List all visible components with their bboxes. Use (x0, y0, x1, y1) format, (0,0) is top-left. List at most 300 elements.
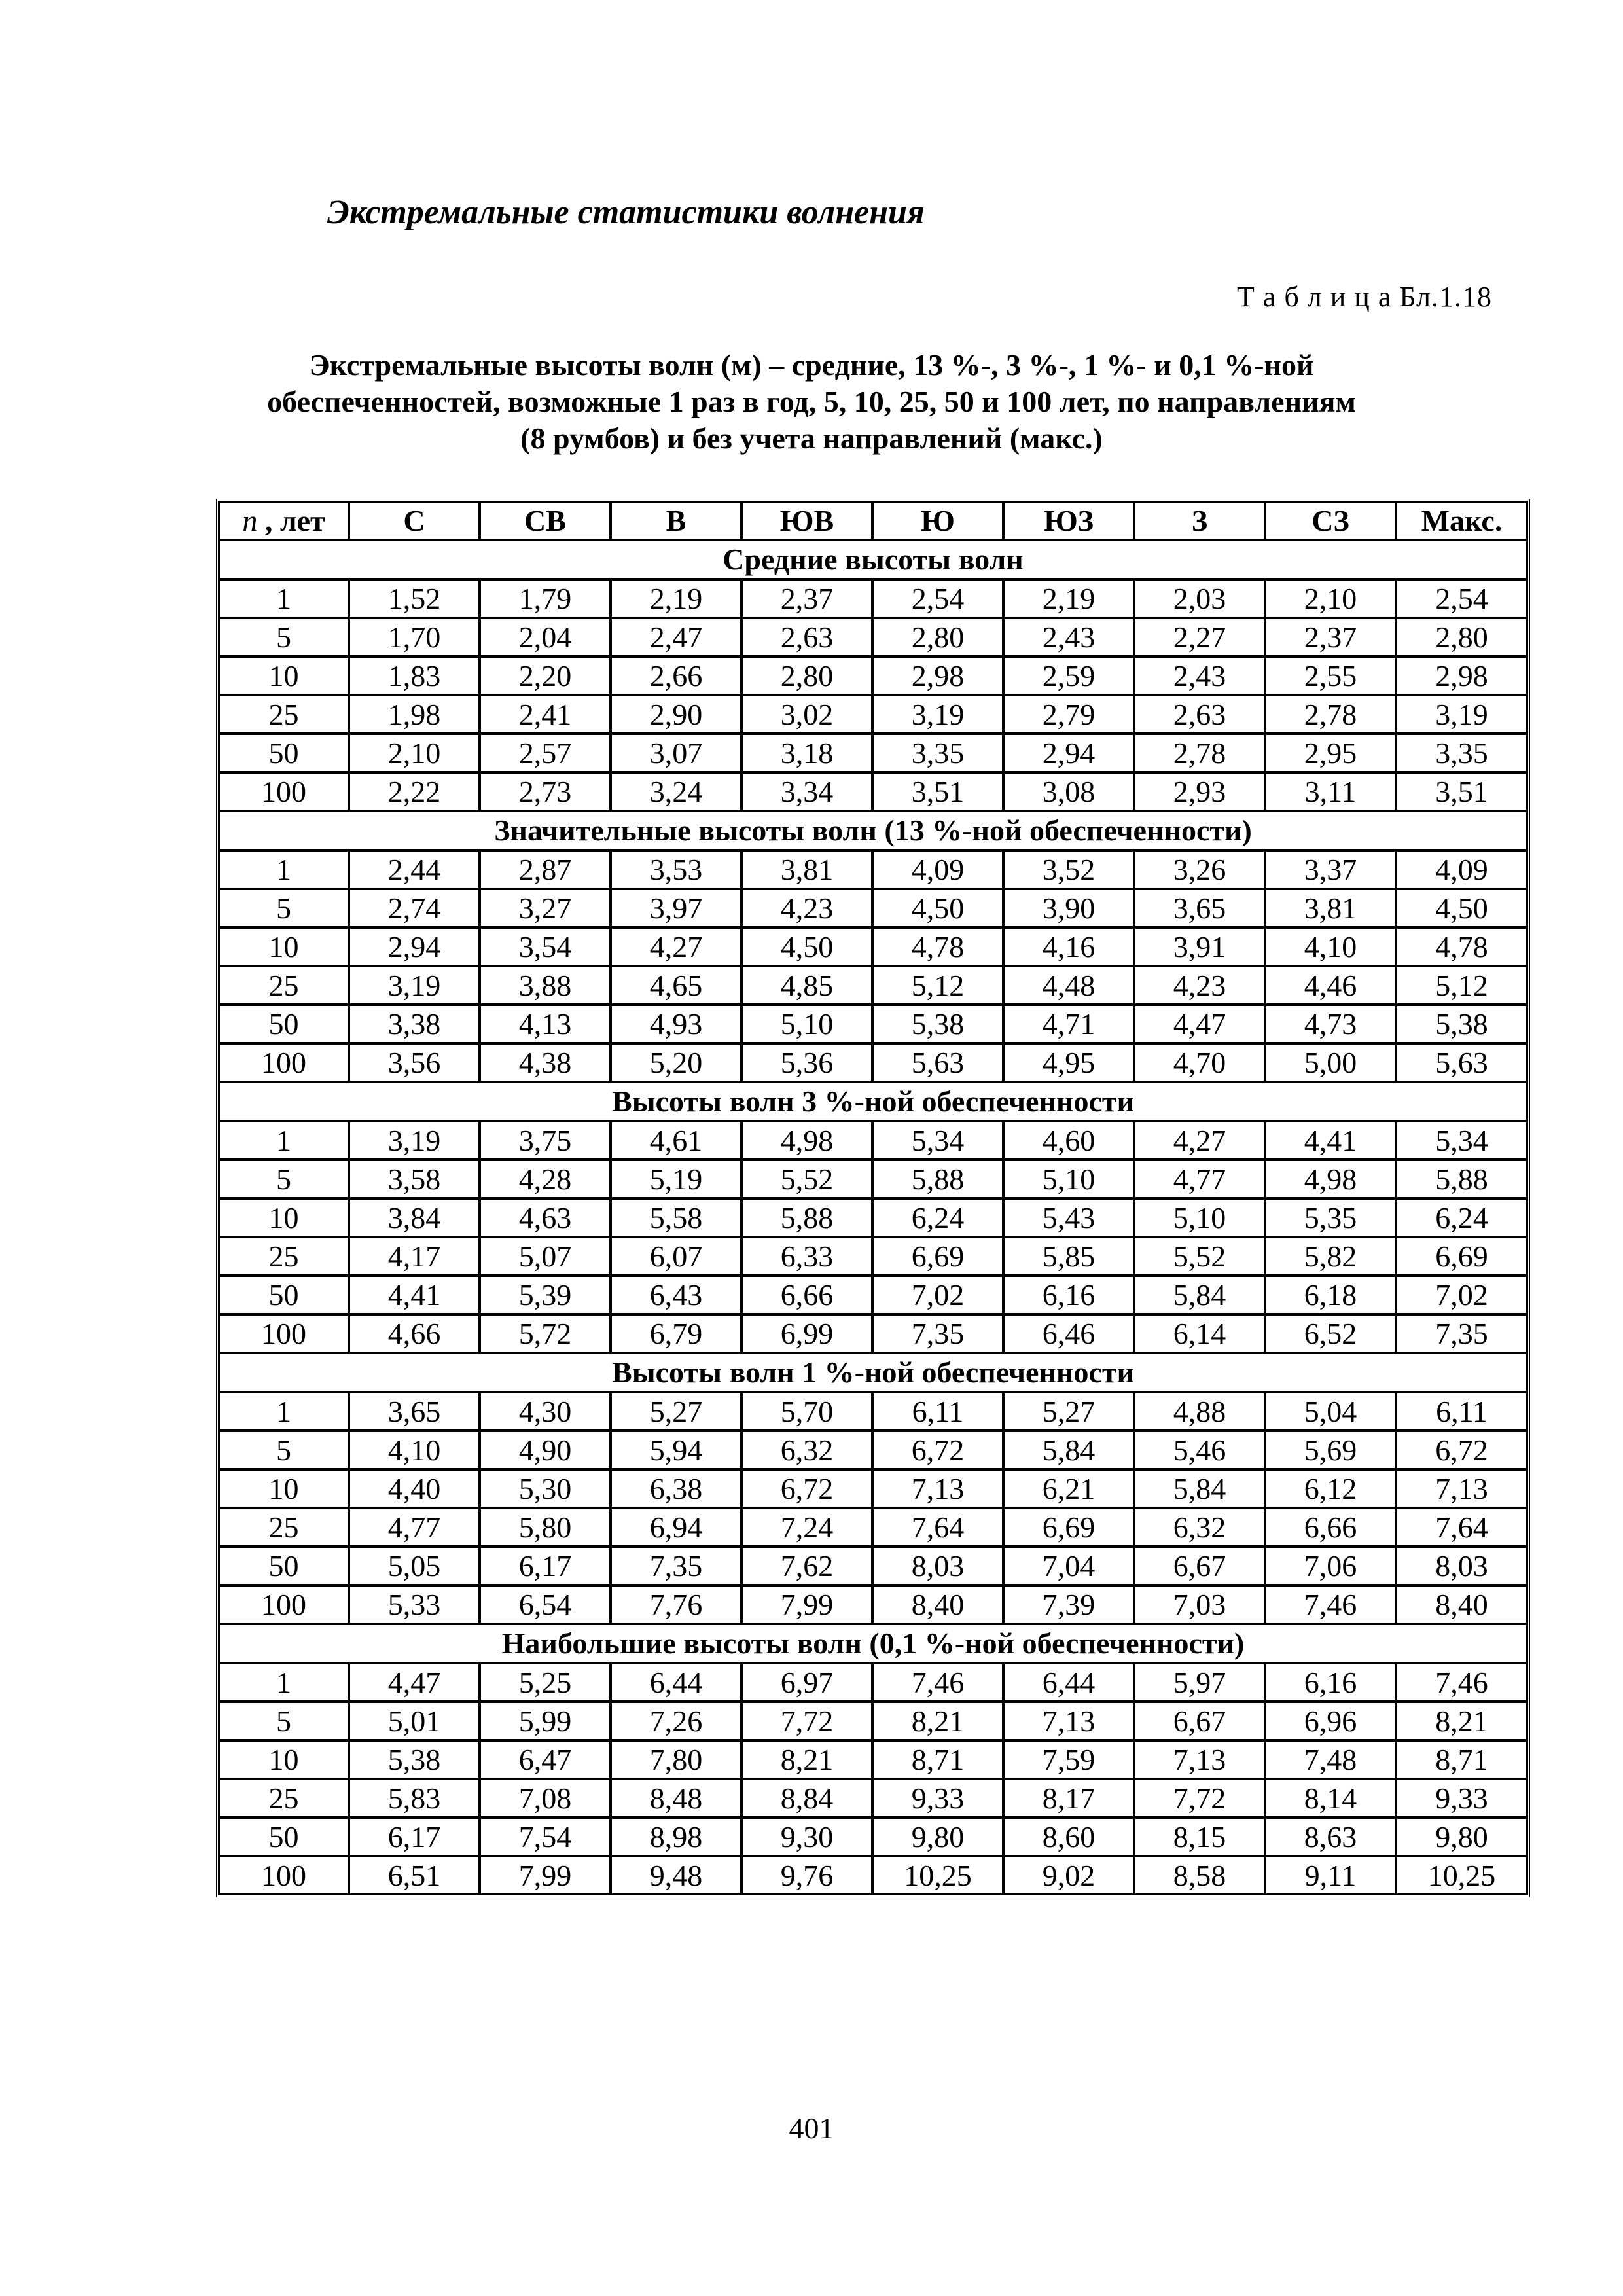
years-cell: 1 (219, 850, 349, 889)
value-cell: 2,78 (1134, 734, 1265, 772)
value-cell: 6,69 (872, 1237, 1003, 1276)
value-cell: 2,73 (480, 772, 611, 811)
value-cell: 8,84 (741, 1779, 872, 1818)
value-cell: 4,10 (1265, 927, 1396, 966)
value-cell: 2,94 (1003, 734, 1134, 772)
value-cell: 5,63 (1396, 1043, 1527, 1082)
group-header-row (219, 811, 1527, 850)
value-cell: 8,14 (1265, 1779, 1396, 1818)
table-row (219, 1005, 1527, 1043)
value-cell: 8,48 (611, 1779, 741, 1818)
value-cell: 4,95 (1003, 1043, 1134, 1082)
value-cell: 2,74 (349, 889, 480, 927)
value-cell: 7,35 (1396, 1314, 1527, 1353)
value-cell: 5,39 (480, 1276, 611, 1314)
value-cell: 3,54 (480, 927, 611, 966)
value-cell: 6,66 (1265, 1508, 1396, 1547)
value-cell: 6,44 (1003, 1663, 1134, 1702)
value-cell: 4,60 (1003, 1121, 1134, 1160)
value-cell: 5,01 (349, 1702, 480, 1740)
years-cell: 5 (219, 889, 349, 927)
table-row (219, 1237, 1527, 1276)
value-cell: 2,37 (741, 579, 872, 618)
value-cell: 2,98 (1396, 656, 1527, 695)
value-cell: 5,10 (1003, 1160, 1134, 1198)
table-row (219, 1314, 1527, 1353)
value-cell: 6,67 (1134, 1702, 1265, 1740)
value-cell: 3,02 (741, 695, 872, 734)
years-cell: 5 (219, 1702, 349, 1740)
value-cell: 7,46 (872, 1663, 1003, 1702)
value-cell: 5,36 (741, 1043, 872, 1082)
value-cell: 1,70 (349, 618, 480, 656)
value-cell: 5,25 (480, 1663, 611, 1702)
value-cell: 7,72 (1134, 1779, 1265, 1818)
value-cell: 8,98 (611, 1818, 741, 1856)
value-cell: 6,96 (1265, 1702, 1396, 1740)
table-row (219, 1431, 1527, 1469)
value-cell: 4,71 (1003, 1005, 1134, 1043)
value-cell: 10,25 (1396, 1856, 1527, 1895)
value-cell: 7,64 (872, 1508, 1003, 1547)
group-header-row (219, 1082, 1527, 1121)
value-cell: 7,62 (741, 1547, 872, 1585)
value-cell: 4,27 (611, 927, 741, 966)
value-cell: 2,57 (480, 734, 611, 772)
value-cell: 2,54 (872, 579, 1003, 618)
value-cell: 3,58 (349, 1160, 480, 1198)
value-cell: 4,77 (1134, 1160, 1265, 1198)
value-cell: 3,81 (741, 850, 872, 889)
value-cell: 7,99 (480, 1856, 611, 1895)
value-cell: 7,02 (1396, 1276, 1527, 1314)
value-cell: 6,72 (1396, 1431, 1527, 1469)
value-cell: 6,72 (872, 1431, 1003, 1469)
table-row (219, 1856, 1527, 1895)
value-cell: 6,66 (741, 1276, 872, 1314)
table-row (219, 850, 1527, 889)
value-cell: 9,80 (872, 1818, 1003, 1856)
value-cell: 2,27 (1134, 618, 1265, 656)
value-cell: 4,98 (741, 1121, 872, 1160)
value-cell: 5,34 (1396, 1121, 1527, 1160)
years-cell: 50 (219, 734, 349, 772)
value-cell: 2,80 (741, 656, 872, 695)
years-cell: 25 (219, 1237, 349, 1276)
section-title: Экстремальные статистики волнения (327, 194, 925, 231)
group-title: Средние высоты волн (219, 540, 1527, 579)
value-cell: 6,17 (480, 1547, 611, 1585)
table-row (219, 1547, 1527, 1585)
value-cell: 9,76 (741, 1856, 872, 1895)
header-row (219, 501, 1527, 540)
table-row (219, 1121, 1527, 1160)
value-cell: 6,94 (611, 1508, 741, 1547)
value-cell: 4,47 (1134, 1005, 1265, 1043)
value-cell: 2,95 (1265, 734, 1396, 772)
years-cell: 100 (219, 1856, 349, 1895)
value-cell: 3,34 (741, 772, 872, 811)
value-cell: 2,22 (349, 772, 480, 811)
value-cell: 7,24 (741, 1508, 872, 1547)
group-title: Наибольшие высоты волн (0,1 %-ной обеспеченности) (219, 1624, 1527, 1663)
caption-line: обеспеченностей, возможные 1 раз в год, 5, 10, 25, 50 и 100 лет, по направлениям (267, 385, 1356, 418)
wave-heights-table (216, 499, 1530, 1897)
value-cell: 6,79 (611, 1314, 741, 1353)
value-cell: 4,98 (1265, 1160, 1396, 1198)
years-cell: 100 (219, 1314, 349, 1353)
value-cell: 3,18 (741, 734, 872, 772)
value-cell: 2,19 (1003, 579, 1134, 618)
value-cell: 3,24 (611, 772, 741, 811)
value-cell: 5,12 (1396, 966, 1527, 1005)
value-cell: 8,21 (1396, 1702, 1527, 1740)
years-cell: 50 (219, 1005, 349, 1043)
table-number-label: Т а б л и ц а Бл.1.18 (1236, 281, 1492, 313)
value-cell: 7,46 (1396, 1663, 1527, 1702)
value-cell: 6,07 (611, 1237, 741, 1276)
value-cell: 4,17 (349, 1237, 480, 1276)
value-cell: 7,13 (872, 1469, 1003, 1508)
table-row (219, 1160, 1527, 1198)
value-cell: 8,03 (1396, 1547, 1527, 1585)
years-cell: 10 (219, 927, 349, 966)
value-cell: 9,48 (611, 1856, 741, 1895)
value-cell: 3,19 (1396, 695, 1527, 734)
value-cell: 6,97 (741, 1663, 872, 1702)
table-row (219, 656, 1527, 695)
value-cell: 1,52 (349, 579, 480, 618)
value-cell: 4,73 (1265, 1005, 1396, 1043)
value-cell: 4,50 (872, 889, 1003, 927)
value-cell: 5,69 (1265, 1431, 1396, 1469)
table-caption (196, 347, 1427, 457)
value-cell: 6,72 (741, 1469, 872, 1508)
group-header-row (219, 1624, 1527, 1663)
value-cell: 5,10 (1134, 1198, 1265, 1237)
value-cell: 7,99 (741, 1585, 872, 1624)
table-row (219, 1508, 1527, 1547)
value-cell: 7,72 (741, 1702, 872, 1740)
value-cell: 6,54 (480, 1585, 611, 1624)
years-cell: 25 (219, 695, 349, 734)
years-cell: 50 (219, 1818, 349, 1856)
value-cell: 4,66 (349, 1314, 480, 1353)
table-body (219, 540, 1527, 1895)
value-cell: 5,88 (872, 1160, 1003, 1198)
value-cell: 5,33 (349, 1585, 480, 1624)
years-cell: 25 (219, 1508, 349, 1547)
value-cell: 7,06 (1265, 1547, 1396, 1585)
table-row (219, 1198, 1527, 1237)
value-cell: 5,84 (1134, 1469, 1265, 1508)
caption-line: Экстремальные высоты волн (м) – средние, 13 %-, 3 %-, 1 %- и 0,1 %-ной (309, 348, 1314, 382)
value-cell: 8,03 (872, 1547, 1003, 1585)
years-cell: 100 (219, 1585, 349, 1624)
value-cell: 3,75 (480, 1121, 611, 1160)
value-cell: 3,51 (1396, 772, 1527, 811)
value-cell: 2,55 (1265, 656, 1396, 695)
value-cell: 5,94 (611, 1431, 741, 1469)
value-cell: 2,04 (480, 618, 611, 656)
value-cell: 5,05 (349, 1547, 480, 1585)
group-header-row (219, 540, 1527, 579)
value-cell: 5,46 (1134, 1431, 1265, 1469)
value-cell: 6,18 (1265, 1276, 1396, 1314)
value-cell: 7,03 (1134, 1585, 1265, 1624)
value-cell: 5,35 (1265, 1198, 1396, 1237)
value-cell: 3,88 (480, 966, 611, 1005)
value-cell: 5,99 (480, 1702, 611, 1740)
value-cell: 2,59 (1003, 656, 1134, 695)
value-cell: 2,80 (872, 618, 1003, 656)
value-cell: 3,19 (872, 695, 1003, 734)
years-cell: 5 (219, 618, 349, 656)
value-cell: 6,99 (741, 1314, 872, 1353)
value-cell: 8,21 (741, 1740, 872, 1779)
years-cell: 25 (219, 966, 349, 1005)
value-cell: 5,52 (741, 1160, 872, 1198)
years-unit: , лет (257, 503, 325, 537)
page-number: 401 (789, 2111, 834, 2145)
value-cell: 7,35 (872, 1314, 1003, 1353)
value-cell: 4,27 (1134, 1121, 1265, 1160)
value-cell: 6,69 (1396, 1237, 1527, 1276)
value-cell: 3,90 (1003, 889, 1134, 927)
table-row (219, 1702, 1527, 1740)
value-cell: 4,48 (1003, 966, 1134, 1005)
group-title: Значительные высоты волн (13 %-ной обеспеченности) (219, 811, 1527, 850)
value-cell: 3,19 (349, 1121, 480, 1160)
value-cell: 10,25 (872, 1856, 1003, 1895)
value-cell: 6,24 (1396, 1198, 1527, 1237)
value-cell: 4,46 (1265, 966, 1396, 1005)
value-cell: 7,04 (1003, 1547, 1134, 1585)
value-cell: 2,93 (1134, 772, 1265, 811)
value-cell: 9,80 (1396, 1818, 1527, 1856)
value-cell: 2,90 (611, 695, 741, 734)
value-cell: 4,13 (480, 1005, 611, 1043)
value-cell: 3,11 (1265, 772, 1396, 811)
value-cell: 3,08 (1003, 772, 1134, 811)
value-cell: 7,48 (1265, 1740, 1396, 1779)
value-cell: 5,82 (1265, 1237, 1396, 1276)
value-cell: 7,26 (611, 1702, 741, 1740)
value-cell: 5,72 (480, 1314, 611, 1353)
years-cell: 100 (219, 772, 349, 811)
value-cell: 5,20 (611, 1043, 741, 1082)
value-cell: 4,38 (480, 1043, 611, 1082)
value-cell: 7,13 (1003, 1702, 1134, 1740)
value-cell: 6,12 (1265, 1469, 1396, 1508)
value-cell: 5,83 (349, 1779, 480, 1818)
column-header: З (1134, 501, 1265, 540)
value-cell: 7,54 (480, 1818, 611, 1856)
table-row (219, 695, 1527, 734)
value-cell: 3,65 (1134, 889, 1265, 927)
value-cell: 2,63 (741, 618, 872, 656)
value-cell: 1,98 (349, 695, 480, 734)
table-row (219, 966, 1527, 1005)
value-cell: 4,23 (1134, 966, 1265, 1005)
value-cell: 7,59 (1003, 1740, 1134, 1779)
table-row (219, 1740, 1527, 1779)
value-cell: 8,15 (1134, 1818, 1265, 1856)
value-cell: 4,09 (1396, 850, 1527, 889)
value-cell: 4,50 (1396, 889, 1527, 927)
value-cell: 7,64 (1396, 1508, 1527, 1547)
value-cell: 4,65 (611, 966, 741, 1005)
value-cell: 6,16 (1003, 1276, 1134, 1314)
value-cell: 6,11 (1396, 1392, 1527, 1431)
value-cell: 7,39 (1003, 1585, 1134, 1624)
value-cell: 2,94 (349, 927, 480, 966)
table-row (219, 1663, 1527, 1702)
value-cell: 7,02 (872, 1276, 1003, 1314)
years-cell: 25 (219, 1779, 349, 1818)
value-cell: 5,34 (872, 1121, 1003, 1160)
value-cell: 3,65 (349, 1392, 480, 1431)
value-cell: 5,80 (480, 1508, 611, 1547)
years-cell: 50 (219, 1547, 349, 1585)
years-cell: 10 (219, 1740, 349, 1779)
value-cell: 2,80 (1396, 618, 1527, 656)
value-cell: 7,35 (611, 1547, 741, 1585)
table-row (219, 734, 1527, 772)
value-cell: 4,16 (1003, 927, 1134, 966)
table-row (219, 772, 1527, 811)
value-cell: 3,84 (349, 1198, 480, 1237)
table-row (219, 579, 1527, 618)
years-cell: 10 (219, 1469, 349, 1508)
value-cell: 2,19 (611, 579, 741, 618)
value-cell: 4,30 (480, 1392, 611, 1431)
value-cell: 3,37 (1265, 850, 1396, 889)
value-cell: 9,02 (1003, 1856, 1134, 1895)
years-cell: 10 (219, 656, 349, 695)
table-row (219, 1043, 1527, 1082)
value-cell: 5,30 (480, 1469, 611, 1508)
value-cell: 2,66 (611, 656, 741, 695)
value-cell: 7,13 (1396, 1469, 1527, 1508)
years-cell: 50 (219, 1276, 349, 1314)
column-header-years (219, 501, 349, 540)
value-cell: 1,83 (349, 656, 480, 695)
value-cell: 4,78 (1396, 927, 1527, 966)
value-cell: 2,47 (611, 618, 741, 656)
table-row (219, 618, 1527, 656)
value-cell: 6,44 (611, 1663, 741, 1702)
value-cell: 5,97 (1134, 1663, 1265, 1702)
value-cell: 3,07 (611, 734, 741, 772)
years-cell: 1 (219, 1392, 349, 1431)
table-row (219, 1779, 1527, 1818)
years-cell: 1 (219, 1663, 349, 1702)
value-cell: 9,33 (1396, 1779, 1527, 1818)
value-cell: 2,37 (1265, 618, 1396, 656)
column-header: ЮВ (741, 501, 872, 540)
value-cell: 3,35 (872, 734, 1003, 772)
table-row (219, 1469, 1527, 1508)
value-cell: 4,41 (1265, 1121, 1396, 1160)
value-cell: 6,52 (1265, 1314, 1396, 1353)
value-cell: 3,51 (872, 772, 1003, 811)
value-cell: 4,50 (741, 927, 872, 966)
value-cell: 5,27 (1003, 1392, 1134, 1431)
value-cell: 7,76 (611, 1585, 741, 1624)
value-cell: 6,32 (741, 1431, 872, 1469)
value-cell: 3,19 (349, 966, 480, 1005)
column-header: Макс. (1396, 501, 1527, 540)
column-header: ЮЗ (1003, 501, 1134, 540)
value-cell: 2,44 (349, 850, 480, 889)
column-header: СВ (480, 501, 611, 540)
value-cell: 5,19 (611, 1160, 741, 1198)
value-cell: 8,40 (872, 1585, 1003, 1624)
value-cell: 6,51 (349, 1856, 480, 1895)
value-cell: 3,91 (1134, 927, 1265, 966)
table-row (219, 889, 1527, 927)
value-cell: 1,79 (480, 579, 611, 618)
value-cell: 7,80 (611, 1740, 741, 1779)
value-cell: 5,58 (611, 1198, 741, 1237)
value-cell: 6,21 (1003, 1469, 1134, 1508)
value-cell: 9,30 (741, 1818, 872, 1856)
years-cell: 1 (219, 579, 349, 618)
years-cell: 10 (219, 1198, 349, 1237)
value-cell: 6,17 (349, 1818, 480, 1856)
table-row (219, 1818, 1527, 1856)
value-cell: 6,69 (1003, 1508, 1134, 1547)
value-cell: 5,43 (1003, 1198, 1134, 1237)
value-cell: 5,63 (872, 1043, 1003, 1082)
value-cell: 2,43 (1003, 618, 1134, 656)
value-cell: 4,41 (349, 1276, 480, 1314)
group-title: Высоты волн 3 %-ной обеспеченности (219, 1082, 1527, 1121)
value-cell: 4,47 (349, 1663, 480, 1702)
value-cell: 6,16 (1265, 1663, 1396, 1702)
value-cell: 8,63 (1265, 1818, 1396, 1856)
caption-line: (8 румбов) и без учета направлений (макс.) (520, 422, 1103, 455)
value-cell: 2,78 (1265, 695, 1396, 734)
value-cell: 8,71 (1396, 1740, 1527, 1779)
value-cell: 8,60 (1003, 1818, 1134, 1856)
value-cell: 6,24 (872, 1198, 1003, 1237)
years-cell: 100 (219, 1043, 349, 1082)
value-cell: 5,88 (741, 1198, 872, 1237)
value-cell: 2,54 (1396, 579, 1527, 618)
value-cell: 4,90 (480, 1431, 611, 1469)
value-cell: 2,43 (1134, 656, 1265, 695)
value-cell: 2,87 (480, 850, 611, 889)
value-cell: 3,27 (480, 889, 611, 927)
value-cell: 4,63 (480, 1198, 611, 1237)
value-cell: 2,10 (349, 734, 480, 772)
value-cell: 9,11 (1265, 1856, 1396, 1895)
value-cell: 8,21 (872, 1702, 1003, 1740)
years-cell: 1 (219, 1121, 349, 1160)
value-cell: 4,93 (611, 1005, 741, 1043)
value-cell: 5,85 (1003, 1237, 1134, 1276)
value-cell: 4,61 (611, 1121, 741, 1160)
column-header: С (349, 501, 480, 540)
value-cell: 9,33 (872, 1779, 1003, 1818)
value-cell: 6,47 (480, 1740, 611, 1779)
value-cell: 8,58 (1134, 1856, 1265, 1895)
value-cell: 5,04 (1265, 1392, 1396, 1431)
value-cell: 4,78 (872, 927, 1003, 966)
value-cell: 6,11 (872, 1392, 1003, 1431)
